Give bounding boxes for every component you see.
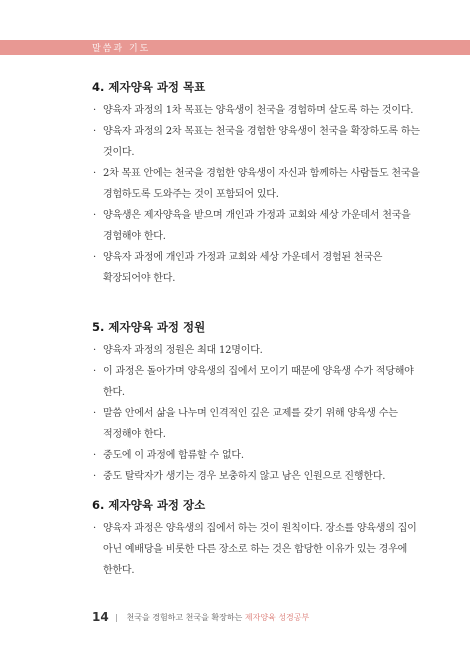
list-item	[92, 361, 422, 403]
page-number: 14	[92, 610, 109, 624]
list-item	[92, 247, 422, 289]
item-text: 양육자 과정에 개인과 가정과 교회와 세상 가운데서 경험된 천국은 확장되어야 한다.	[103, 252, 383, 284]
item-text: 이 과정은 돌아가며 양육생의 집에서 모이기 때문에 양육생 수가 적당해야 한다.	[103, 366, 414, 398]
section-location	[92, 496, 422, 581]
list-item	[92, 445, 422, 466]
section-heading: 4. 제자양육 과정 목표	[92, 80, 206, 94]
bullet-dot-icon: ·	[93, 210, 96, 221]
page-footer	[92, 610, 309, 624]
item-text: 양육자 과정의 정원은 최대 12명이다.	[103, 345, 263, 356]
item-list	[92, 518, 422, 581]
list-item	[92, 163, 422, 205]
item-text: 중도 탈락자가 생기는 경우 보충하지 않고 남은 인원으로 진행한다.	[103, 471, 386, 482]
bullet-dot-icon: ·	[93, 105, 96, 116]
list-item	[92, 100, 422, 121]
item-text: 중도에 이 과정에 합류할 수 없다.	[103, 450, 244, 461]
section-heading: 6. 제자양육 과정 장소	[92, 498, 206, 512]
bullet-dot-icon: ·	[93, 345, 96, 356]
footer-book-title-highlight: 제자양육 성경공부	[244, 613, 310, 622]
bullet-dot-icon: ·	[93, 252, 96, 263]
list-item	[92, 121, 422, 163]
list-item	[92, 518, 422, 581]
band-label: 말씀과 기도	[92, 44, 151, 54]
bullet-dot-icon: ·	[93, 366, 96, 377]
list-item	[92, 466, 422, 487]
bullet-dot-icon: ·	[93, 408, 96, 419]
bullet-dot-icon: ·	[93, 471, 96, 482]
item-text: 양육자 과정의 2차 목표는 천국을 경험한 양육생이 천국을 확장하도록 하는 것이다.	[103, 126, 420, 158]
list-item	[92, 403, 422, 445]
list-item	[92, 340, 422, 361]
item-text: 2차 목표 안에는 천국을 경험한 양육생이 자신과 함께하는 사람들도 천국을 경험하도록 도와주는 것이 포함되어 있다.	[103, 168, 420, 200]
footer-separator: |	[115, 613, 118, 622]
bullet-dot-icon: ·	[93, 126, 96, 137]
list-item	[92, 205, 422, 247]
bullet-dot-icon: ·	[93, 450, 96, 461]
item-text: 말씀 안에서 삶을 나누며 인격적인 깊은 교제를 갖기 위해 양육생 수는 적정해야 한다.	[103, 408, 398, 440]
item-list	[92, 340, 422, 487]
section-capacity	[92, 318, 422, 487]
section-heading: 5. 제자양육 과정 정원	[92, 320, 206, 334]
item-text: 양육자 과정의 1차 목표는 양육생이 천국을 경험하며 살도록 하는 것이다.	[103, 105, 414, 116]
bullet-dot-icon: ·	[93, 168, 96, 179]
section-goals	[92, 78, 422, 289]
footer-book-title: 천국을 경험하고 천국을 확장하는	[126, 613, 243, 622]
item-text: 양육생은 제자양육을 받으며 개인과 가정과 교회와 세상 가운데서 천국을 경험해야 한다.	[103, 210, 411, 242]
bullet-dot-icon: ·	[93, 523, 96, 534]
item-text: 양육자 과정은 양육생의 집에서 하는 것이 원칙이다. 장소를 양육생의 집이 아닌 예배당을 비롯한 다른 장소로 하는 것은 합당한 이유가 있는 경우에 한한다.	[103, 523, 417, 576]
top-band	[0, 40, 470, 55]
item-list	[92, 100, 422, 289]
